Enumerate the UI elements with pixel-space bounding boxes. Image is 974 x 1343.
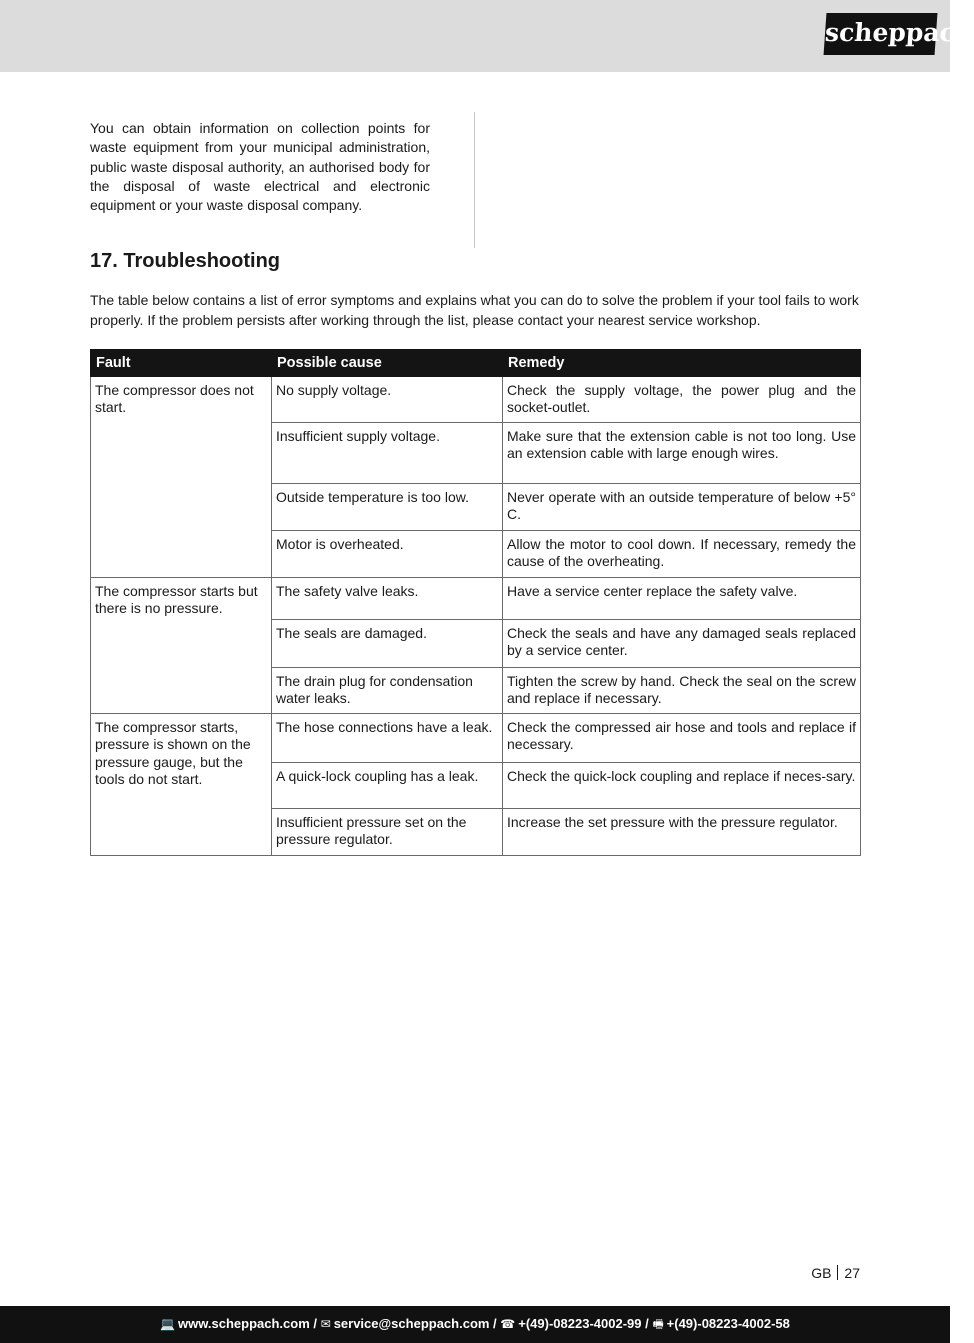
table-row bbox=[91, 714, 861, 763]
column-divider bbox=[474, 112, 475, 248]
table-row bbox=[91, 578, 861, 620]
footer-website[interactable]: www.scheppach.com / bbox=[178, 1316, 317, 1331]
remedy-cell: Never operate with an outside temperature of below +5° C. bbox=[503, 484, 861, 531]
page-number-value: 27 bbox=[844, 1265, 860, 1281]
section-intro-paragraph: The table below contains a list of error symptoms and explains what you can do to solve the problem if your tool fails to work properly. If the problem persists after working through the list, please contact your nearest service workshop. bbox=[90, 292, 859, 328]
page-number-separator bbox=[837, 1265, 838, 1280]
cause-cell: No supply voltage. bbox=[272, 377, 503, 423]
cause-cell: The safety valve leaks. bbox=[272, 578, 503, 620]
section-title: 17. Troubleshooting bbox=[90, 250, 281, 272]
footer-fax: +(49)-08223-4002-58 bbox=[666, 1316, 790, 1331]
envelope-icon: ✉ bbox=[320, 1317, 331, 1331]
table-header-row bbox=[91, 350, 861, 377]
header-possible-cause: Possible cause bbox=[272, 350, 503, 377]
remedy-cell: Check the quick-lock coupling and replace if neces-sary. bbox=[503, 763, 861, 809]
cause-cell: The hose connections have a leak. bbox=[272, 714, 503, 763]
remedy-cell: Allow the motor to cool down. If necessary, remedy the cause of the overheating. bbox=[503, 531, 861, 578]
footer-email[interactable]: service@scheppach.com / bbox=[333, 1316, 497, 1331]
footer-contact-bar bbox=[0, 1306, 950, 1343]
page-number bbox=[811, 1264, 860, 1282]
remedy-cell: Have a service center replace the safety valve. bbox=[503, 578, 861, 620]
fault-cell: The compressor starts, pressure is shown on the pressure gauge, but the tools do not start. bbox=[91, 714, 272, 856]
cause-cell: A quick-lock coupling has a leak. bbox=[272, 763, 503, 809]
header-remedy: Remedy bbox=[503, 350, 861, 377]
fax-icon: 🖷 bbox=[652, 1317, 664, 1331]
footer-phone: +(49)-08223-4002-99 / bbox=[518, 1316, 649, 1331]
cause-cell: Insufficient pressure set on the pressure regulator. bbox=[272, 809, 503, 856]
header-band bbox=[0, 0, 974, 72]
remedy-cell: Tighten the screw by hand. Check the seal on the screw and replace if necessary. bbox=[503, 668, 861, 714]
page-language: GB bbox=[811, 1265, 832, 1281]
header-fault: Fault bbox=[91, 350, 272, 377]
telephone-icon: ☎ bbox=[500, 1317, 516, 1331]
collection-info-paragraph: You can obtain information on collection points for waste equipment from your municipal administration, public waste disposal authority, an authorised body for the disposal of waste electrical and electronic equipment or your waste disposal company. bbox=[90, 120, 430, 214]
cause-cell: The drain plug for condensation water leaks. bbox=[272, 668, 503, 714]
remedy-cell: Make sure that the extension cable is not too long. Use an extension cable with large enough wires. bbox=[503, 423, 861, 484]
remedy-cell: Increase the set pressure with the pressure regulator. bbox=[503, 809, 861, 856]
cause-cell: Motor is overheated. bbox=[272, 531, 503, 578]
remedy-cell: Check the supply voltage, the power plug and the socket-outlet. bbox=[503, 377, 861, 423]
computer-icon: 💻 bbox=[160, 1317, 176, 1331]
remedy-cell: Check the seals and have any damaged seals replaced by a service center. bbox=[503, 620, 861, 668]
table-row bbox=[91, 377, 861, 423]
brand-logo: scheppach bbox=[824, 13, 938, 55]
cause-cell: Insufficient supply voltage. bbox=[272, 423, 503, 484]
fault-cell: The compressor starts but there is no pressure. bbox=[91, 578, 272, 714]
troubleshooting-table bbox=[90, 349, 861, 856]
cause-cell: The seals are damaged. bbox=[272, 620, 503, 668]
remedy-cell: Check the compressed air hose and tools and replace if necessary. bbox=[503, 714, 861, 763]
fault-cell: The compressor does not start. bbox=[91, 377, 272, 578]
cause-cell: Outside temperature is too low. bbox=[272, 484, 503, 531]
